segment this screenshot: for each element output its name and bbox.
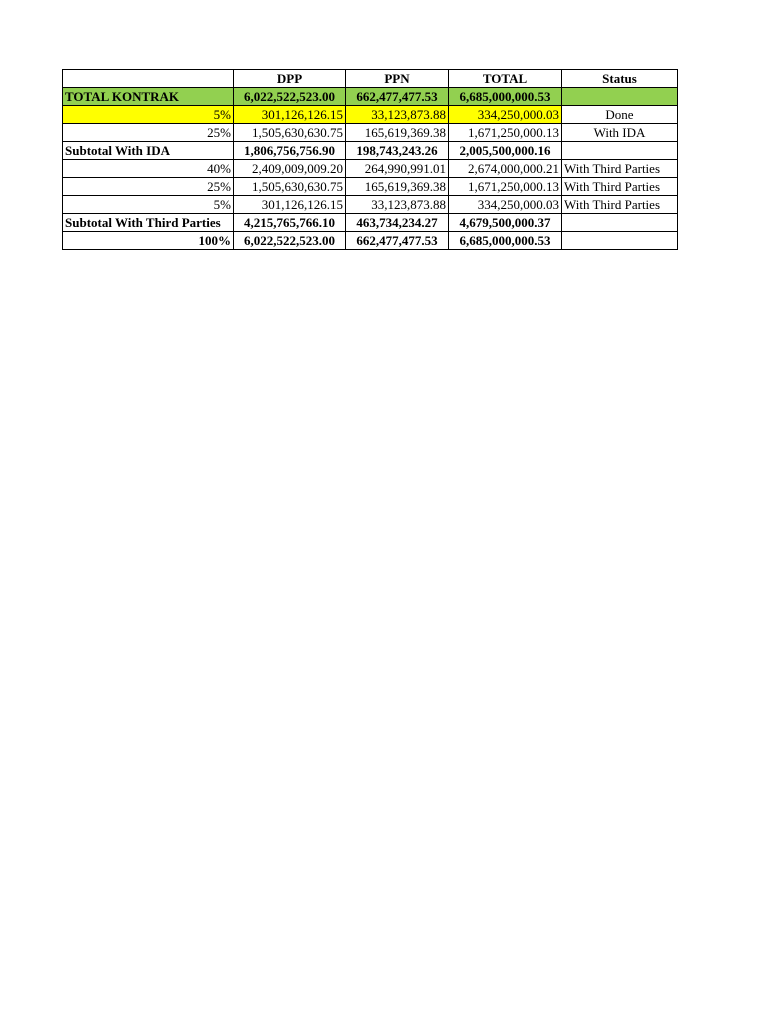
cell-label[interactable]: Subtotal With Third Parties (63, 214, 234, 232)
cell-total[interactable]: 4,679,500,000.37 (449, 214, 562, 232)
cell-status[interactable] (562, 232, 678, 250)
cell-total[interactable]: 334,250,000.03 (449, 106, 562, 124)
cell-dpp[interactable]: 1,505,630,630.75 (234, 124, 346, 142)
cell-label[interactable]: Subtotal With IDA (63, 142, 234, 160)
cell-total[interactable]: 334,250,000.03 (449, 196, 562, 214)
row-40pct-third (63, 160, 678, 178)
cell-ppn[interactable]: 33,123,873.88 (346, 196, 449, 214)
cell-status[interactable]: With IDA (562, 124, 678, 142)
row-5pct-third (63, 196, 678, 214)
cell-status[interactable] (562, 142, 678, 160)
cell-status[interactable]: Done (562, 106, 678, 124)
cell-ppn[interactable]: 33,123,873.88 (346, 106, 449, 124)
cell-label[interactable]: 25% (63, 124, 234, 142)
cell-total[interactable]: 6,685,000,000.53 (449, 88, 562, 106)
cell-dpp[interactable]: 2,409,009,009.20 (234, 160, 346, 178)
header-cell-ppn[interactable]: PPN (346, 70, 449, 88)
cell-ppn[interactable]: 165,619,369.38 (346, 124, 449, 142)
cell-dpp[interactable]: 1,806,756,756.90 (234, 142, 346, 160)
row-5pct-done (63, 106, 678, 124)
cell-ppn[interactable]: 662,477,477.53 (346, 88, 449, 106)
cell-total[interactable]: 1,671,250,000.13 (449, 124, 562, 142)
header-cell-total[interactable]: TOTAL (449, 70, 562, 88)
cell-label[interactable]: 40% (63, 160, 234, 178)
cell-ppn[interactable]: 662,477,477.53 (346, 232, 449, 250)
contract-summary-table (62, 69, 678, 250)
cell-status[interactable]: With Third Parties (562, 196, 678, 214)
header-cell-blank[interactable] (63, 70, 234, 88)
cell-ppn[interactable]: 463,734,234.27 (346, 214, 449, 232)
cell-label[interactable]: 100% (63, 232, 234, 250)
row-grand-total (63, 232, 678, 250)
cell-ppn[interactable]: 165,619,369.38 (346, 178, 449, 196)
cell-label[interactable]: 5% (63, 196, 234, 214)
cell-dpp[interactable]: 4,215,765,766.10 (234, 214, 346, 232)
cell-status[interactable]: With Third Parties (562, 160, 678, 178)
cell-dpp[interactable]: 6,022,522,523.00 (234, 232, 346, 250)
cell-label[interactable]: TOTAL KONTRAK (63, 88, 234, 106)
cell-total[interactable]: 2,005,500,000.16 (449, 142, 562, 160)
cell-label[interactable]: 25% (63, 178, 234, 196)
header-cell-status[interactable]: Status (562, 70, 678, 88)
cell-ppn[interactable]: 198,743,243.26 (346, 142, 449, 160)
cell-dpp[interactable]: 301,126,126.15 (234, 196, 346, 214)
row-subtotal-third (63, 214, 678, 232)
header-row (63, 70, 678, 88)
cell-status[interactable] (562, 214, 678, 232)
cell-dpp[interactable]: 301,126,126.15 (234, 106, 346, 124)
cell-total[interactable]: 1,671,250,000.13 (449, 178, 562, 196)
cell-dpp[interactable]: 1,505,630,630.75 (234, 178, 346, 196)
row-total-kontrak (63, 88, 678, 106)
cell-status[interactable] (562, 88, 678, 106)
row-subtotal-ida (63, 142, 678, 160)
cell-total[interactable]: 2,674,000,000.21 (449, 160, 562, 178)
cell-dpp[interactable]: 6,022,522,523.00 (234, 88, 346, 106)
cell-status[interactable]: With Third Parties (562, 178, 678, 196)
row-25pct-third (63, 178, 678, 196)
header-cell-dpp[interactable]: DPP (234, 70, 346, 88)
cell-label[interactable]: 5% (63, 106, 234, 124)
cell-total[interactable]: 6,685,000,000.53 (449, 232, 562, 250)
row-25pct-ida (63, 124, 678, 142)
cell-ppn[interactable]: 264,990,991.01 (346, 160, 449, 178)
